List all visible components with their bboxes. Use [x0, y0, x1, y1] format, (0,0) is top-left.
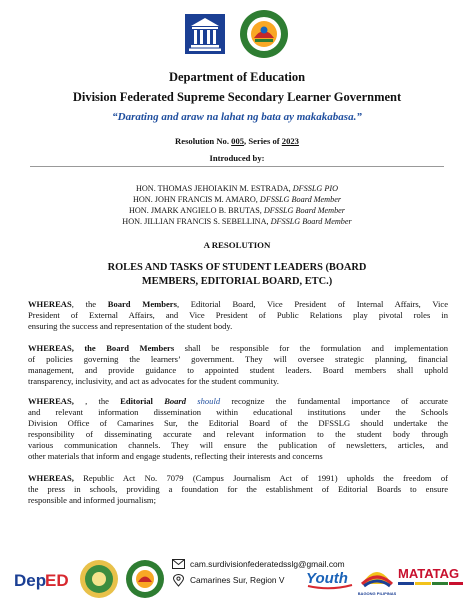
- paragraph-line: [28, 473, 448, 484]
- organization-title: Division Federated Supreme Secondary Learner Government: [72, 90, 402, 104]
- svg-text:MATATAG: MATATAG: [398, 566, 460, 581]
- paragraph-line: responsibility of disseminating accurate and relevant information to the student body through: [28, 429, 448, 439]
- division-seal-icon: [78, 558, 120, 600]
- deped-logo: [14, 564, 74, 594]
- member-line: [20, 184, 454, 193]
- resolution-heading: A RESOLUTION: [203, 240, 271, 250]
- board-term: Board: [164, 396, 187, 406]
- editorial-term: Editorial: [120, 396, 165, 406]
- department-title: Department of Education: [168, 70, 306, 84]
- resolution-title-line-2: MEMBERS, EDITORIAL BOARD, ETC.): [141, 276, 333, 287]
- whereas-lead: WHEREAS: [28, 299, 72, 309]
- header-logos: [0, 8, 474, 64]
- paragraph-line: of policies governing the learners’ government. They will oversee strategic planning, financial: [28, 354, 448, 364]
- member-line: [20, 217, 454, 226]
- youth-logo: [304, 562, 356, 592]
- paragraph-line: and relevant information dissemination within educational institutions under the Schools: [28, 407, 448, 417]
- series-year: 2023: [281, 136, 299, 146]
- paragraph-line: other materials that inform and engage students, reflecting their interests and concerns: [28, 451, 323, 461]
- text-run: shall be responsible for the formulation and implementation: [174, 343, 448, 353]
- footer: [0, 548, 474, 613]
- text-run: recognize the fundamental importance of accurate: [220, 396, 448, 406]
- email-text: cam.surdivisionfederatedsslg@gmail.com: [190, 559, 345, 569]
- paragraph-line: [28, 343, 448, 354]
- member-name: HON. JILLIAN FRANCIS S. SEBELLINA,: [122, 217, 271, 226]
- resolution-title-line-1: ROLES AND TASKS OF STUDENT LEADERS (BOARD: [107, 262, 367, 273]
- matatag-logo: [398, 560, 464, 596]
- whereas-paragraph-3: [28, 396, 448, 462]
- member-name: HON. JOHN FRANCIS M. AMARO,: [132, 195, 260, 204]
- divider: [30, 166, 444, 167]
- motto: “Darating and araw na lahat ng bata ay makakabasa.”: [112, 111, 362, 123]
- paragraph-line: various communication channels. They will ensure the publication of newsletters, articles, and: [28, 440, 448, 450]
- text-run: Republic Act No. 7079 (Campus Journalism Act of 1991) upholds the freedom of: [73, 473, 448, 483]
- paragraph-line: [28, 396, 448, 407]
- introduced-by: Introduced by:: [209, 153, 265, 163]
- whereas-lead: WHEREAS,: [28, 396, 74, 406]
- member-name: HON. THOMAS JEHOIAKIN M. ESTRADA,: [135, 184, 293, 193]
- ssg-seal-icon: [238, 8, 290, 60]
- whereas-paragraph-1: [28, 299, 448, 332]
- location-pin-icon: [172, 574, 185, 587]
- resolution-number-value: 005: [231, 136, 245, 146]
- whereas-lead: WHEREAS,: [28, 473, 74, 483]
- paragraph-line: [28, 299, 448, 310]
- paragraph-line: President of External Affairs, and Vice President of Public Relations play pivotal roles in: [28, 310, 448, 320]
- text-run: , the: [73, 396, 121, 406]
- svg-text:Dep: Dep: [14, 571, 47, 590]
- member-role: DFSSLG PIO: [292, 184, 339, 193]
- paragraph-line: the press in schools, providing a foundation for the establishment of Editorial Boards to ensure: [28, 484, 448, 494]
- ssg-seal-icon: [124, 558, 166, 600]
- member-role: DFSSLG Board Member: [263, 206, 345, 215]
- whereas-paragraph-2: [28, 343, 448, 387]
- member-line: [20, 195, 454, 204]
- paragraph-line: ensuring the success and representation of the student body.: [28, 321, 233, 331]
- paragraph-line: responsible and informed journalism;: [28, 495, 156, 505]
- member-role: DFSSLG Board Member: [259, 195, 342, 204]
- svg-text:BAGONG PILIPINAS: BAGONG PILIPINAS: [358, 591, 396, 596]
- paragraph-line: management, and provide guidance to appointed student leaders. Board members shall uphold: [28, 365, 448, 375]
- svg-text:Youth: Youth: [306, 570, 348, 587]
- should-term: should: [186, 396, 221, 406]
- member-name: HON. JMARK ANGIELO B. BRUTAS,: [128, 206, 264, 215]
- paragraph-line: Division Office of Camarines Sur, the Editorial Board of the DFSSLG should undertake the: [28, 418, 448, 428]
- bagong-pilipinas-logo: [358, 556, 396, 598]
- resolution-label: Resolution No.: [175, 136, 232, 146]
- member-role: DFSSLG Board Member: [270, 217, 352, 226]
- location-text: Camarines Sur, Region V: [190, 575, 285, 585]
- resolution-number: [20, 136, 454, 146]
- series-label: , Series of: [244, 136, 282, 146]
- whereas-lead: WHEREAS, the Board Members: [28, 343, 175, 353]
- svg-text:ED: ED: [45, 571, 69, 590]
- member-line: [20, 206, 454, 215]
- email-icon: [172, 559, 185, 569]
- text-run: , the: [71, 299, 108, 309]
- paragraph-line: transparency, inclusivity, and act as advocates for the student community.: [28, 376, 279, 386]
- text-run: , Editorial Board, Vice President of Internal Affairs, Vice: [176, 299, 449, 309]
- deped-seal-icon: [181, 10, 229, 58]
- whereas-paragraph-4: [28, 473, 448, 506]
- board-members-term: Board Members: [107, 299, 177, 309]
